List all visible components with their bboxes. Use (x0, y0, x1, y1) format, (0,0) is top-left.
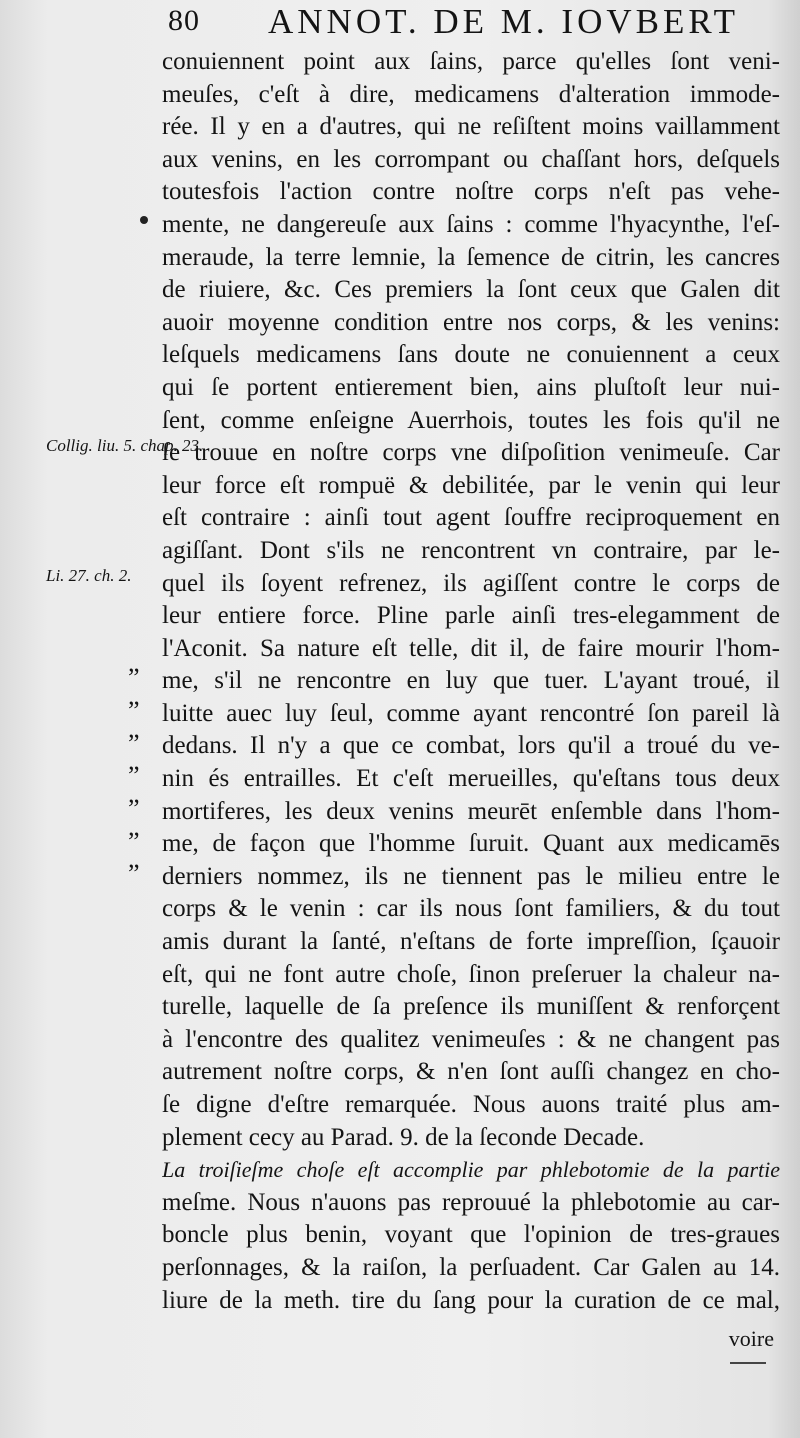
text-line: qui ſe portent entierement bien, ains pluſtoſt leur nui- (162, 373, 780, 401)
text-line: boncle plus benin, voyant que l'opinion de tres-graues (162, 1221, 780, 1249)
text-line: aux venins, en les corrompant ou chaſſant hors, deſquels (162, 145, 780, 173)
text-line: quel ils ſoyent refrenez, ils agiſſent contre le corps de (162, 569, 780, 597)
text-line: leſquels medicamens ſans doute ne conuiennent a ceux (162, 341, 780, 369)
text-line: ſe trouue en noſtre corps vne diſpoſition venimeuſe. Car (162, 439, 780, 467)
text-line: auoir moyenne condition entre nos corps, & les venins: (162, 308, 780, 336)
text-line: amis durant la ſanté, n'eſtans de forte impreſſion, ſçauoir (162, 928, 780, 956)
text-line: ſe digne d'eſtre remarquée. Nous auons traité plus am- (162, 1091, 780, 1118)
text-line: agiſſant. Dont s'ils ne rencontrent vn contraire, par le- (162, 536, 780, 564)
quotation-mark: „ (128, 648, 140, 677)
text-line: l'Aconit. Sa nature eſt telle, dit il, de faire mourir l'hom- (162, 634, 780, 662)
text-line: plement cecy au Parad. 9. de la ſeconde Decade. (162, 1123, 645, 1151)
text-line: meraude, la terre lemnie, la ſemence de citrin, les cancres (162, 243, 780, 271)
quotation-mark: „ (128, 812, 140, 841)
text-line: dedans. Il n'y a que ce combat, lors qu'il a troué du ve- (162, 732, 780, 760)
marginal-bullet-mark (140, 216, 148, 224)
footer-rule (730, 1362, 766, 1364)
text-line: eſt, qui ne font autre choſe, ſinon preſeruer la chaleur na- (162, 960, 780, 988)
text-line: ſent, comme enſeigne Auerrhois, toutes les fois qu'il ne (162, 406, 780, 434)
catchword: voire (728, 1326, 774, 1351)
text-line: nin és entrailles. Et c'eſt merueilles, qu'eſtans tous deux (162, 765, 780, 793)
quotation-mark: „ (128, 779, 140, 808)
text-line: corps & le venin : car ils nous ſont familiers, & du tout (162, 895, 780, 923)
margin-note: Li. 27. ch. 2. (46, 566, 132, 585)
text-line: mortiferes, les deux venins meurēt enſemble dans l'hom- (162, 797, 780, 825)
text-line: conuiennent point aux ſains, parce qu'elles ſont veni- (162, 48, 780, 75)
page-header (150, 2, 790, 42)
text-line: perſonnages, & la raiſon, la perſuadent. Car Galen au 14. (162, 1253, 780, 1281)
text-line: autrement noſtre corps, & n'en ſont auſſi changez en cho- (162, 1058, 780, 1086)
text-line: mente, ne dangereuſe aux ſains : comme l'hyacynthe, l'eſ- (162, 210, 780, 238)
text-line: me, de façon que l'homme ſuruit. Quant aux medicamēs (162, 830, 780, 858)
text-line: rée. Il y en a d'autres, qui ne reſiſtent moins vaillamment (162, 113, 780, 141)
text-line: leur entiere force. Pline parle ainſi tres-elegamment de (162, 602, 780, 630)
text-line: meuſes, c'eſt à dire, medicamens d'alteration immode- (162, 80, 780, 108)
text-line: liure de la meth. tire du ſang pour la curation de ce mal, (162, 1286, 780, 1314)
text-line: à l'encontre des qualitez venimeuſes : & ne changent pas (162, 1025, 780, 1053)
text-line: de riuiere, &c. Ces premiers la ſont ceux que Galen dit (162, 276, 780, 304)
quotation-mark: „ (128, 844, 140, 873)
text-line: turelle, laquelle de ſa preſence ils muniſſent & renforçent (162, 993, 780, 1021)
text-line: eſt contraire : ainſi tout agent ſouffre reciproquement en (162, 504, 780, 532)
quotation-mark: „ (128, 681, 140, 710)
quotation-mark: „ (128, 714, 140, 743)
text-line: toutesfois l'action contre noſtre corps n'eſt pas vehe- (162, 178, 780, 206)
text-line: meſme. Nous n'auons pas reprouué la phlebotomie au car- (162, 1188, 780, 1216)
text-line-italic: La troiſieſme choſe eſt accomplie par phlebotomie de la partie (162, 1157, 780, 1183)
text-line: luitte auec luy ſeul, comme ayant rencontré ſon pareil là (162, 699, 780, 727)
quotation-mark: „ (128, 746, 140, 775)
text-line: leur force eſt rompuë & debilitée, par le venin qui leur (162, 471, 780, 499)
text-line: derniers nommez, ils ne tiennent pas le milieu entre le (162, 862, 780, 890)
margin-note: Collig. liu. 5. chap. 23. (46, 436, 204, 455)
page-number: 80 (168, 4, 200, 37)
running-head: ANNOT. DE M. IOVBERT (268, 2, 739, 41)
text-line: me, s'il ne rencontre en luy que tuer. L'ayant troué, il (162, 667, 780, 695)
body-text (162, 46, 780, 1317)
